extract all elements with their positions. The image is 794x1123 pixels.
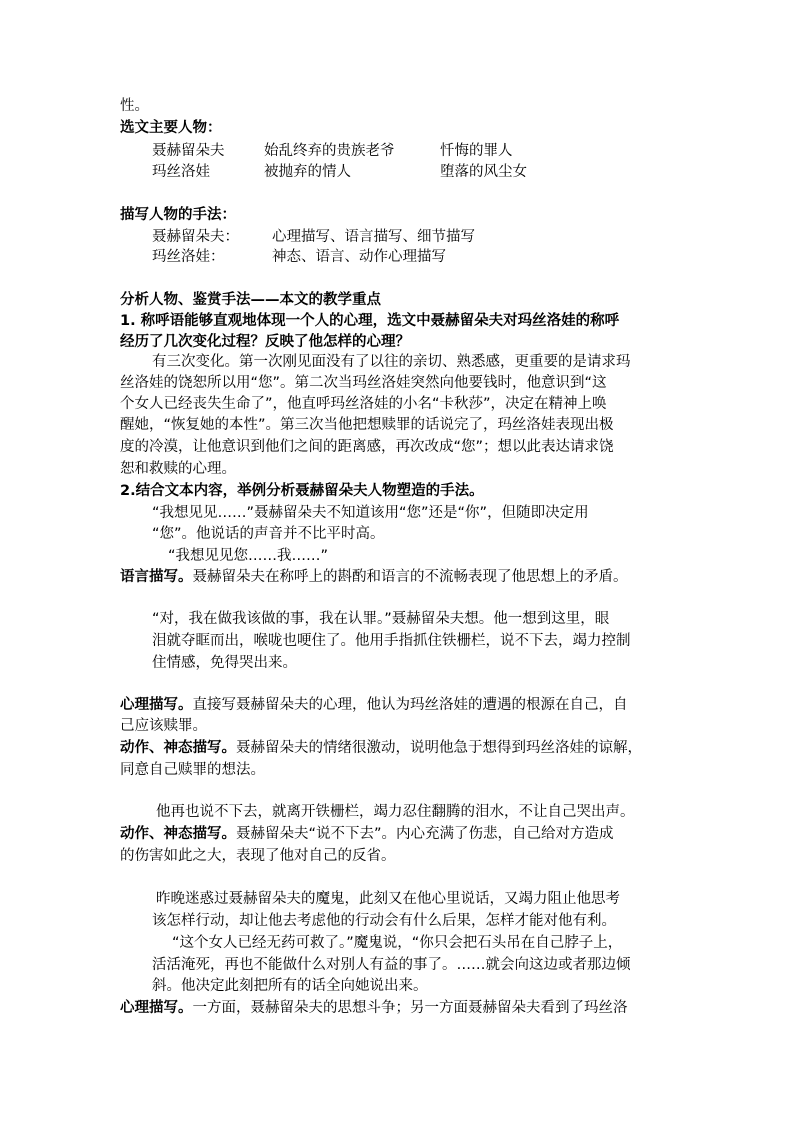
- quote-line: 昨晚迷惑过聂赫留朵夫的魔鬼，此刻又在他心里说话，又竭力阻止他思考: [156, 891, 620, 907]
- comment-label: 语言描写。: [120, 569, 193, 585]
- question-1-cont: 经历了几次变化过程？反映了他怎样的心理？: [120, 334, 410, 350]
- comment-label: 动作、神态描写。: [120, 826, 236, 842]
- comment-psychology: [120, 695, 628, 715]
- quote-line: “您”。他说话的声音并不比平时高。: [152, 526, 385, 542]
- comment-text-cont: 的伤害如此之大，表现了他对自己的反省。: [120, 848, 396, 864]
- answer-line: 有三次变化。第一次刚见面没有了以往的亲切、熟悉感，更重要的是请求玛: [152, 354, 631, 370]
- character-name: 聂赫留朵夫: [152, 143, 225, 159]
- technique-character: 聂赫留朵夫：: [152, 229, 239, 245]
- answer-line: 丝洛娃的饶恕所以用“您”。第二次当玛丝洛娃突然向他要钱时，他意识到“这: [120, 375, 607, 391]
- techniques-heading: 描写人物的手法：: [120, 207, 236, 223]
- quote-line: “对，我在做我该做的事，我在认罪。”聂赫留朵夫想。他一想到这里，眼: [152, 611, 610, 627]
- characters-heading: 选文主要人物：: [120, 120, 222, 136]
- character-role: 被抛弃的情人: [264, 164, 351, 180]
- comment-text-cont: 同意自己赎罪的想法。: [120, 762, 265, 778]
- question-1: 1. 称呼语能够直观地体现一个人的心理，选文中聂赫留朵夫对玛丝洛娃的称呼: [120, 313, 620, 329]
- comment-action: [120, 738, 642, 758]
- answer-line: 个女人已经丧失生命了”，他直呼玛丝洛娃的小名“卡秋莎”，决定在精神上唤: [120, 396, 607, 412]
- comment-text: 直接写聂赫留朵夫的心理，他认为玛丝洛娃的遭遇的根源在自己，自: [192, 697, 628, 713]
- quote-line: 斜。他决定此刻把所有的话全向她说出来。: [152, 978, 428, 994]
- quote-line: “这个女人已经无药可救了。”魔鬼说，“你只会把石头吊在自己脖子上，: [172, 935, 623, 951]
- quote-line: “我想见见……”聂赫留朵夫不知道该用“您”还是“你”，但随即决定用: [152, 505, 589, 521]
- technique-list: 心理描写、语言描写、细节描写: [272, 229, 475, 245]
- quote-line: “我想见见您……我……”: [168, 548, 329, 564]
- character-role: 忏悔的罪人: [440, 143, 513, 159]
- character-role: 始乱终弃的贵族老爷: [264, 143, 395, 159]
- comment-action-2: [120, 824, 614, 844]
- answer-line: 度的冷漠，让他意识到他们之间的距离感，再次改成“您”；想以此表达请求饶: [120, 439, 614, 455]
- comment-psychology-2: [120, 998, 628, 1018]
- character-role: 堕落的风尘女: [440, 164, 527, 180]
- comment-label: 动作、神态描写。: [120, 740, 236, 756]
- comment-text: 聂赫留朵夫“说不下去”。内心充满了伤悲，自己给对方造成: [236, 826, 614, 842]
- question-2: 2.结合文本内容，举例分析聂赫留朵夫人物塑造的手法。: [120, 483, 484, 499]
- analysis-heading: 分析人物、鉴赏手法——本文的教学重点: [120, 292, 381, 308]
- comment-label: 心理描写。: [120, 1000, 193, 1016]
- paragraph-fragment: 性。: [120, 98, 149, 114]
- comment-language: [120, 567, 628, 587]
- comment-text-cont: 己应该赎罪。: [120, 718, 207, 734]
- comment-text: 一方面，聂赫留朵夫的思想斗争；另一方面聂赫留朵夫看到了玛丝洛: [192, 1000, 628, 1016]
- technique-character: 玛丝洛娃：: [152, 249, 225, 265]
- quote-line: 住情感，免得哭出来。: [152, 655, 297, 671]
- answer-line: 恕和救赎的心理。: [120, 461, 236, 477]
- quote-line: 泪就夺眶而出，喉咙也哽住了。他用手指抓住铁栅栏，说不下去，竭力控制: [152, 633, 631, 649]
- character-name: 玛丝洛娃: [152, 164, 210, 180]
- answer-line: 醒她，“恢复她的本性”。第三次当他把想赎罪的话说完了，玛丝洛娃表现出极: [120, 417, 614, 433]
- quote-line: 该怎样行动，却让他去考虑他的行动会有什么后果，怎样才能对他有利。: [152, 913, 616, 929]
- comment-text: 聂赫留朵夫的情绪很激动，说明他急于想得到玛丝洛娃的谅解，: [236, 740, 642, 756]
- quote-line: 他再也说不下去，就离开铁栅栏，竭力忍住翻腾的泪水，不让自己哭出声。: [156, 804, 635, 820]
- comment-label: 心理描写。: [120, 697, 193, 713]
- technique-list: 神态、语言、动作心理描写: [272, 249, 446, 265]
- comment-text: 聂赫留朵夫在称呼上的斟酌和语言的不流畅表现了他思想上的矛盾。: [192, 569, 628, 585]
- quote-line: 活活淹死，再也不能做什么对别人有益的事了。……就会向这边或者那边倾: [152, 957, 631, 973]
